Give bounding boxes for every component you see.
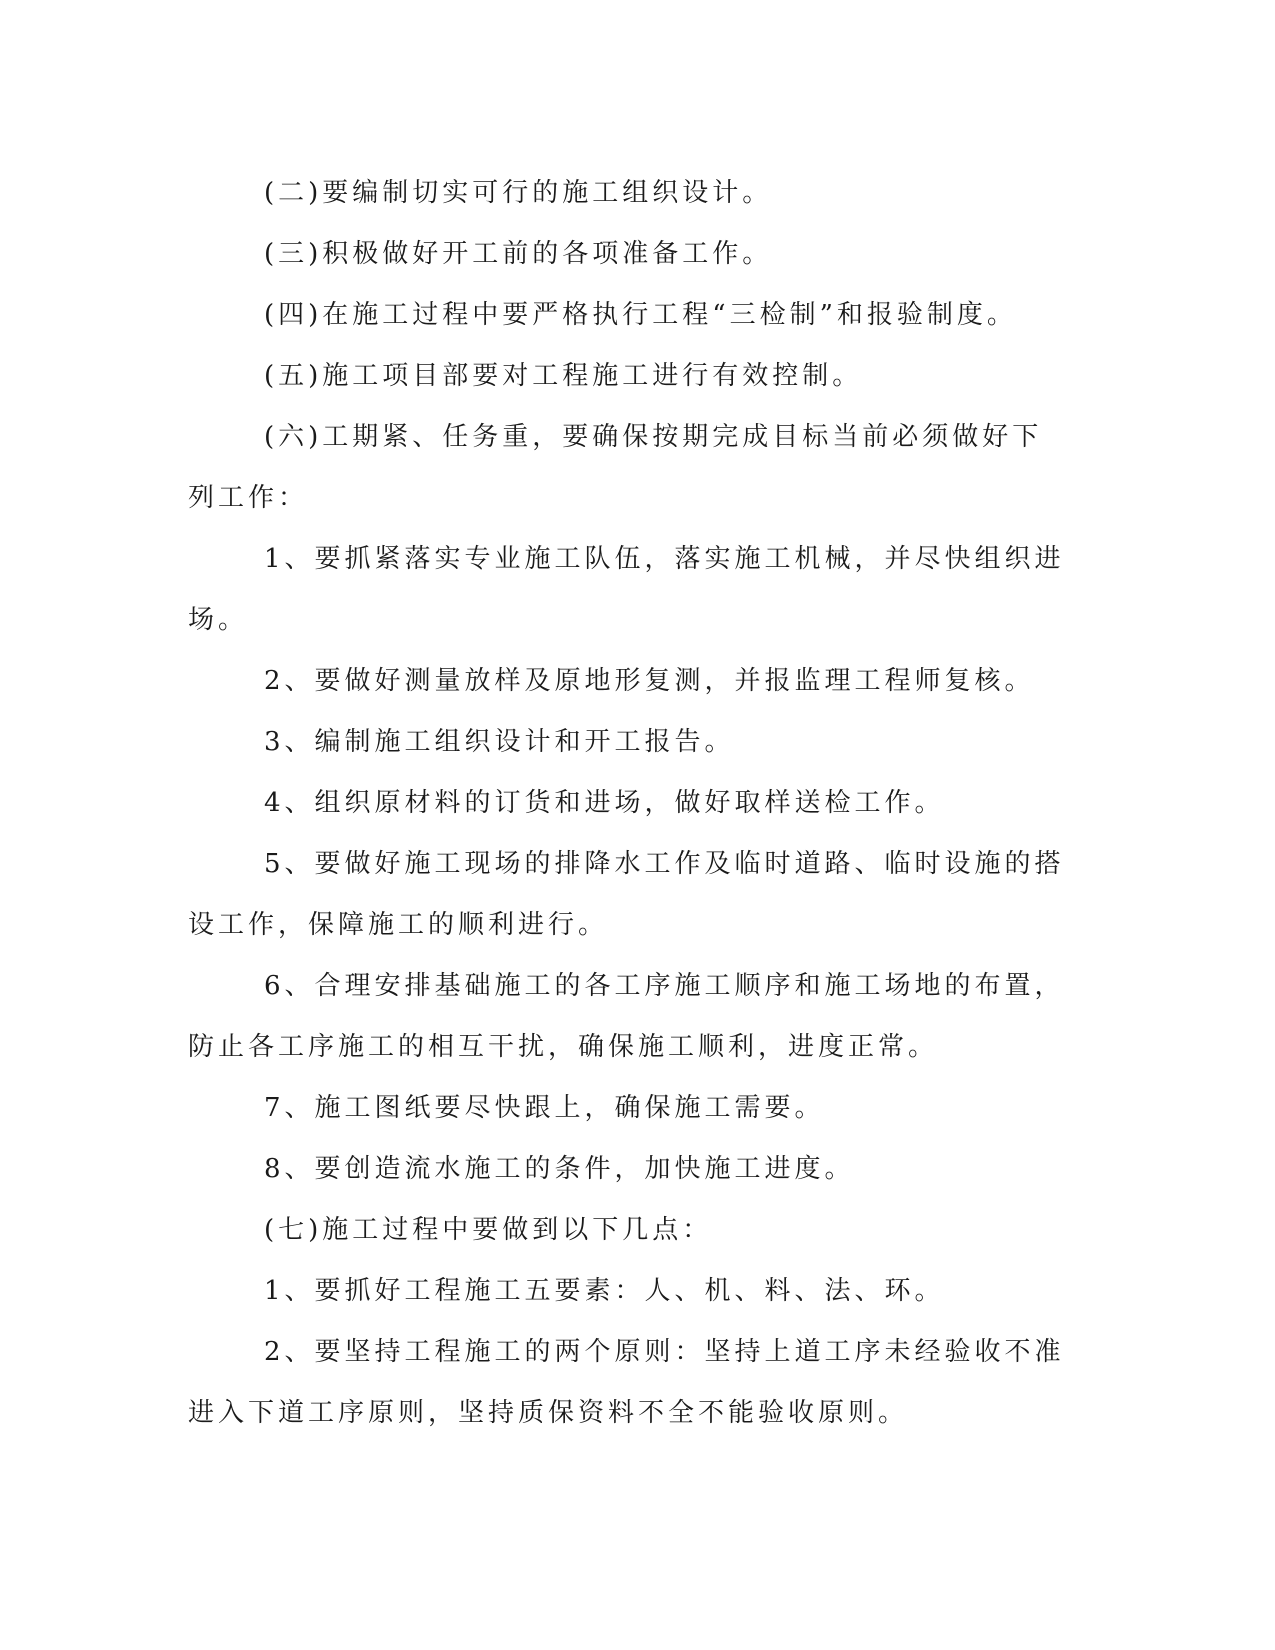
paragraph-2: (二)要编制切实可行的施工组织设计。 <box>264 178 773 208</box>
list-item-6-6: 6、合理安排基础施工的各工序施工顺序和施工场地的布置，防止各工序施工的相互干扰，确保施工顺利，进度正常。 <box>188 971 1065 1062</box>
list-item-7-1: 1、要抓好工程施工五要素：人、机、料、法、环。 <box>264 1276 945 1306</box>
list-item-6-2: 2、要做好测量放样及原地形复测，并报监理工程师复核。 <box>264 666 1035 696</box>
list-item-6-3: 3、编制施工组织设计和开工报告。 <box>264 727 735 757</box>
list-item-6-1: 1、要抓紧落实专业施工队伍，落实施工机械，并尽快组织进场。 <box>188 544 1065 635</box>
document-body <box>188 163 1068 1444</box>
paragraph-7: (七)施工过程中要做到以下几点： <box>264 1215 713 1245</box>
list-item-6-4: 4、组织原材料的订货和进场，做好取样送检工作。 <box>264 788 945 818</box>
paragraph-6: (六)工期紧、任务重，要确保按期完成目标当前必须做好下列工作： <box>188 422 1043 513</box>
paragraph-3: (三)积极做好开工前的各项准备工作。 <box>264 239 773 269</box>
list-item-6-7: 7、施工图纸要尽快跟上，确保施工需要。 <box>264 1093 825 1123</box>
paragraph-5: (五)施工项目部要对工程施工进行有效控制。 <box>264 361 863 391</box>
list-item-7-2: 2、要坚持工程施工的两个原则：坚持上道工序未经验收不准进入下道工序原则，坚持质保资料不全不能验收原则。 <box>188 1337 1065 1428</box>
paragraph-4: (四)在施工过程中要严格执行工程“三检制”和报验制度。 <box>264 300 1017 330</box>
list-item-6-8: 8、要创造流水施工的条件，加快施工进度。 <box>264 1154 855 1184</box>
list-item-6-5: 5、要做好施工现场的排降水工作及临时道路、临时设施的搭设工作，保障施工的顺利进行。 <box>188 849 1065 940</box>
